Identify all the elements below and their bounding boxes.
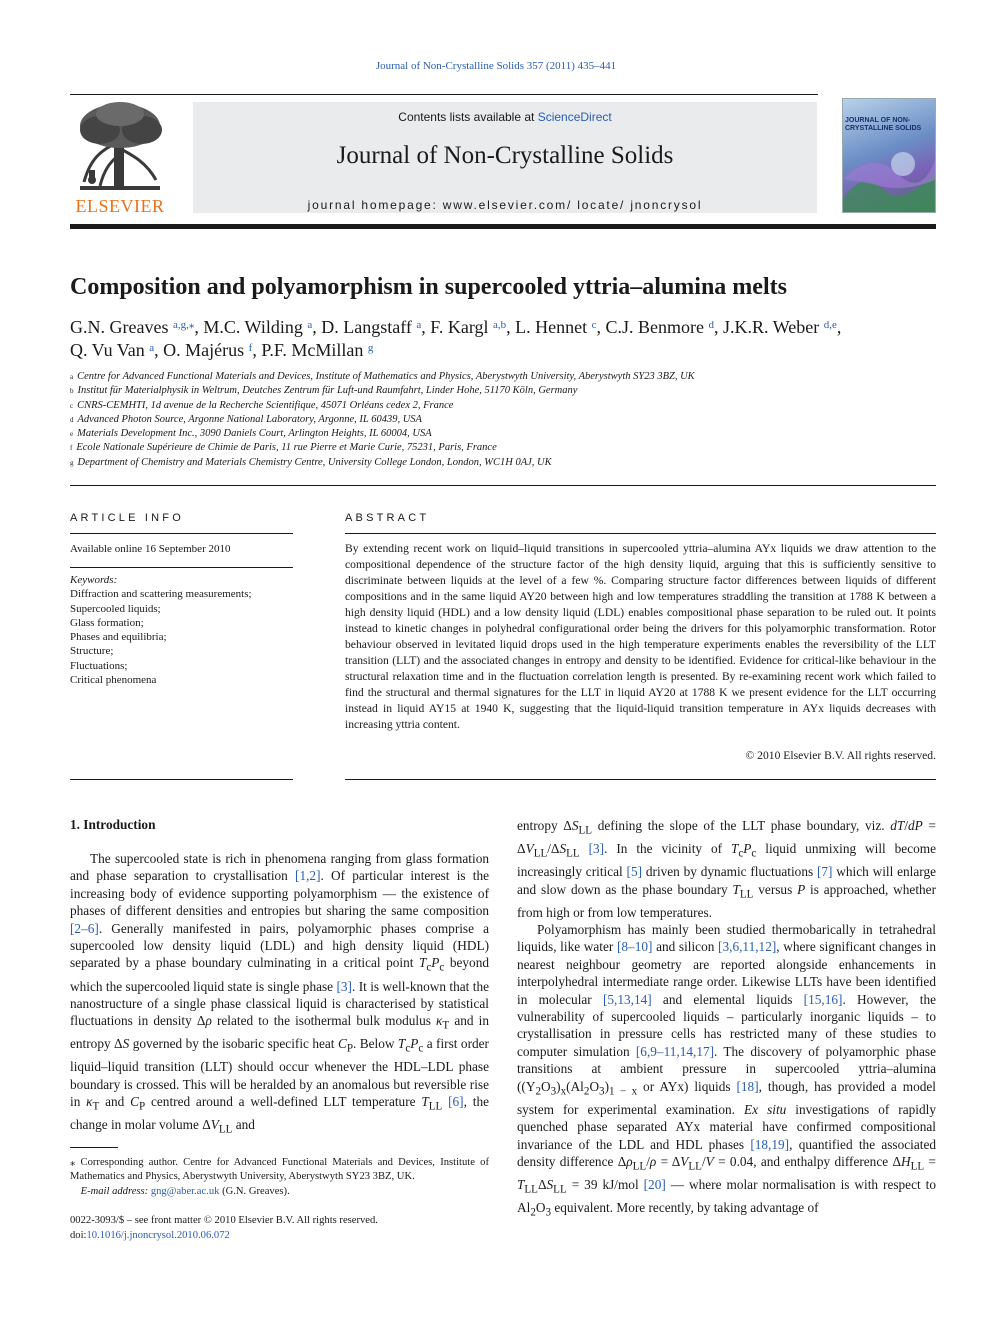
article-info-rule (70, 567, 293, 568)
author-affiliation-marker[interactable]: a (416, 319, 422, 331)
section-heading: 1. Introduction (70, 817, 156, 832)
keyword-item: Structure; (70, 645, 114, 658)
author-affiliation-marker[interactable]: a,g,⁎ (172, 319, 195, 331)
journal-title: Journal of Non-Crystalline Solids (336, 142, 674, 169)
keyword-item: Diffraction and scattering measurements; (70, 588, 252, 601)
body-paragraph: entropy $\Delta S_{LL}$ defining the slope of the LLT phase boundary, viz. $dT/dP = \Delta V_{LL}/\Delta S_{LL}$ [3]. In the vicinity of $T_cP_c$ liquid unmixing will become increasingly critical [5] driven by dynamic fluctuations [7] which will enlarge and slow down as the phase boundary $T_{LL}$ versus P is approached, whether from high or from low temperatures. (517, 818, 937, 920)
affiliation-text: Department of Chemistry and Materials Chemistry Centre, University College London, London, WC1H 0AJ, UK (77, 456, 552, 468)
citation-link[interactable]: [3] (336, 978, 352, 994)
affiliation-text: Advanced Photon Source, Argonne National Laboratory, Argonne, IL 60439, USA (77, 413, 422, 425)
author-affiliation-marker[interactable]: f (248, 342, 253, 354)
affiliation-item (70, 427, 936, 441)
affiliation-key: a (70, 373, 74, 381)
affiliation-key: f (70, 444, 73, 453)
keyword-item: Phases and equilibria; (70, 631, 167, 644)
affiliation-item (70, 456, 936, 470)
affiliation-item (70, 441, 936, 455)
author-affiliation-marker[interactable]: d,e (823, 319, 837, 331)
keyword-item: Glass formation; (70, 616, 144, 629)
citation-link[interactable]: [18] (736, 1078, 759, 1094)
keywords-block (70, 573, 293, 687)
keyword-list (70, 587, 293, 687)
author-separator: , (312, 317, 322, 337)
issn-line: 0022-3093/$ – see front matter © 2010 Elsevier B.V. All rights reserved. (70, 1215, 378, 1226)
abstract-copyright: © 2010 Elsevier B.V. All rights reserved. (745, 749, 936, 762)
author-list (70, 316, 936, 362)
contents-line: Contents lists available at ScienceDirect (398, 110, 612, 124)
citation-link[interactable]: [5] (626, 864, 643, 880)
abstract-rule (345, 533, 936, 534)
affiliation-item (70, 399, 936, 413)
corresponding-author-footnote (70, 1156, 489, 1199)
body-paragraph: The supercooled state is rich in phenomena ranging from glass formation and phase separation to crystallisation [1,2]. Of particular interest is the increasing body of evidence supporting polyamorphism — the existence of phases of different densities and entropies but sharing the same composition [2–6]. Generally manifested in pairs, polyamorphic phases comprise a supercooled low density liquid (LDL) and high density liquid (HDL) separated by a phase boundary culminating in a critical point $T_cP_c$ beyond which the supercooled liquid state is single phase [3]. It is well-known that the nanostructure of a single phase classical liquid is characterised by statistical fluctuations in density Δρ related to the isothermal bulk modulus $\kappa_T$ and in entropy ΔS governed by the isobaric specific heat $C_P$. Below $T_cP_c$ a first order liquid–liquid transition (LLT) should occur whenever the HDL–LDL phase boundary is crossed. This will be heralded by an anomalous but reversible rise in $\kappa_T$ and $C_P$ centred around a well-defined LLT temperature $T_{LL}$ [6], the change in molar volume $\Delta V_{LL}$ and (70, 851, 489, 1136)
bottom-metadata (70, 1213, 489, 1243)
journal-homepage[interactable]: journal homepage: www.elsevier.com/ locate/ jnoncrysol (307, 198, 703, 212)
author-affiliation-marker[interactable]: a (149, 342, 155, 354)
author-name: P.F. McMillan (261, 340, 364, 360)
author-separator: , (421, 317, 431, 337)
affiliation-key: d (70, 415, 74, 424)
citation-link[interactable]: [6] (448, 1094, 464, 1110)
affiliation-text: Materials Development Inc., 3090 Daniels Court, Arlington Heights, IL 60004, USA (77, 428, 432, 440)
author-affiliation-marker[interactable]: g (367, 342, 374, 354)
sciencedirect-link[interactable]: ScienceDirect (537, 110, 612, 124)
affiliation-item (70, 370, 936, 384)
body-column-right (517, 817, 936, 1222)
affiliation-text: Institut für Materialphysik in Weltrum, Deutches Zentrum für Luft-und Raumfahrt, Linder Hohe, 51170 Köln, Germany (77, 385, 578, 397)
abstract-heading: ABSTRACT (345, 512, 430, 524)
author-separator: , (252, 340, 262, 360)
author-name: D. Langstaff (321, 317, 412, 337)
author-affiliation-marker[interactable]: c (591, 319, 597, 331)
doi-link[interactable]: 10.1016/j.jnoncrysol.2010.06.072 (86, 1230, 230, 1241)
affiliation-key: b (70, 387, 74, 396)
email-link[interactable]: gng@aber.ac.uk (150, 1185, 220, 1197)
article-info-heading: ARTICLE INFO (70, 512, 184, 524)
journal-cover-thumbnail (842, 98, 936, 213)
affiliation-key: e (70, 430, 74, 439)
author-name: G.N. Greaves (70, 317, 169, 337)
author-separator: , (836, 317, 842, 337)
available-online: Available online 16 September 2010 (70, 543, 231, 555)
author-affiliation-marker[interactable]: a,b (493, 319, 507, 331)
body-column-left (70, 850, 489, 1139)
author-separator: , (714, 317, 724, 337)
affiliation-text: CNRS-CEMHTI, 1d avenue de la Recherche Scientifique, 45071 Orléans cedex 2, France (77, 399, 454, 411)
article-info-rule (70, 779, 293, 780)
author-separator: , (596, 317, 606, 337)
header-divider (70, 485, 936, 486)
abstract-text: By extending recent work on liquid–liquid transitions in supercooled yttria–alumina AYx liquids we draw attention to the compositional dependence of the structure factor of the high density liquid, arguing that this is sufficiently sensitive to discriminate between liquids at the level of a few %. Comparing structure factor differences between liquids of different compositions and in the same liquid AY20 between high and low temperatures straddling the transition at 1788 K between a high density liquid (HDL) and a low density liquid (LDL) enables compositional phase separation to be ruled out. It points instead to kinetic changes in polyhedral configurational order being the drivers for this polyamorphic transformation. Rotor behaviour observed in levitated liquid drops used in the high temperature experiments enables the reversibility of the LLT transition (LLT) and the associated changes in entropy and density to be identified. Evidence for critical-like behaviour in the structural relaxation time and in the fluctuation correlation length is presented. By re-examining recent work which failed to find the structural and thermal signatures for the LLT in liquid AY20 at 1788 K we present evidence for the LLT occurring instead in liquid AY15 at 1940 K, suggesting that the liquid-liquid transition temperature in AYx liquids decreases with increasing yttria content. (345, 542, 936, 731)
citation-link[interactable]: [3,6,11,12] (718, 939, 777, 955)
citation-link[interactable]: [18,19] (750, 1136, 790, 1152)
affiliation-list (70, 370, 936, 470)
email-line: E-mail address: gng@aber.ac.uk (G.N. Greaves). (80, 1185, 290, 1197)
journal-masthead (193, 102, 817, 213)
author-name: O. Majérus (163, 340, 245, 360)
author-name: M.C. Wilding (203, 317, 303, 337)
affiliation-text: Ecole Nationale Supérieure de Chimie de Paris, 11 rue Pierre et Marie Curie, 75231, Paris, France (76, 442, 497, 454)
affiliation-key: c (70, 401, 74, 410)
doi-line: doi:10.1016/j.jnoncrysol.2010.06.072 (70, 1230, 230, 1241)
journal-reference[interactable]: Journal of Non-Crystalline Solids 357 (2011) 435–441 (375, 60, 617, 72)
affiliation-item (70, 384, 936, 398)
abstract-rule (345, 779, 936, 780)
affiliation-text: Centre for Advanced Functional Materials and Devices, Institute of Mathematics and Physics, Aberystwyth University, Aberystwyth SY23 3BZ, UK (77, 371, 695, 382)
author-name: L. Hennet (515, 317, 588, 337)
citation-link[interactable]: [6,9–11,14,17] (635, 1043, 715, 1059)
publisher-name: ELSEVIER (75, 196, 165, 216)
keyword-item: Critical phenomena (70, 674, 157, 687)
affiliation-item (70, 413, 936, 427)
author-name: J.K.R. Weber (723, 317, 820, 337)
author-separator: , (154, 340, 164, 360)
affiliation-key: g (70, 458, 74, 467)
corresponding-author-text: ⁎ Corresponding author. Centre for Advanced Functional Materials and Devices, Institute of Mathematics and Physics, Aberystwyth University, Aberystwyth SY23 3BZ, UK. (70, 1157, 489, 1183)
author-affiliation-marker[interactable]: a (307, 319, 313, 331)
author-name: F. Kargl (430, 317, 489, 337)
keyword-item: Fluctuations; (70, 659, 128, 672)
author-affiliation-marker[interactable]: d (708, 319, 715, 331)
citation-link[interactable]: [20] (643, 1177, 666, 1192)
citation-link[interactable]: [5,13,14] (602, 991, 652, 1007)
author-name: C.J. Benmore (605, 317, 705, 337)
article-title: Composition and polyamorphism in supercooled yttria–alumina melts (70, 274, 787, 300)
cover-title: JOURNAL OF NON-CRYSTALLINE SOLIDS (845, 117, 922, 132)
author-name: Q. Vu Van (70, 340, 145, 360)
citation-link[interactable]: [1,2] (295, 868, 321, 884)
citation-link[interactable]: [8–10] (616, 939, 653, 955)
article-info-rule (70, 533, 293, 534)
keyword-item: Supercooled liquids; (70, 602, 161, 615)
citation-link[interactable]: [15,16] (803, 991, 843, 1007)
keywords-label: Keywords: (70, 574, 118, 586)
citation-link[interactable]: [3] (588, 841, 605, 857)
masthead-rule (70, 224, 936, 229)
footnote-rule (70, 1147, 118, 1148)
body-paragraph: Polyamorphism has mainly been studied thermobarically in tetrahedral liquids, like water [8–10] and silicon [3,6,11,12], where significant changes in nearest neighbour geometry are reported alongside enhancements in interpolyhedral intermediate range order. Likewise LLTs have been identified in molecular [5,13,14] and elemental liquids [15,16]. However, the vulnerability of supercooled liquids – particularly inorganic liquids – to crystallisation in pressure cells has restricted many of these studies to computer simulation [6,9–11,14,17]. The discovery of polyamorphic phase transitions at ambient pressure in supercooled yttria–alumina ($(Y_2O_3)_x(Al_2O_3)_{1 - x}$ or AYx) liquids [18], though, has provided a model system for experimental examination. Ex situ investigations of rapidly quenched phase separated AYx material have confirmed compositional invariance of the LDL and HDL phases [18,19], quantified the associated density difference $\Delta\rho_{LL}/\rho = \Delta V_{LL}/V = 0.04$, and enthalpy difference $\Delta H_{LL} = T_{LL}\Delta S_{LL} = 39$ kJ/mol [20] — where molar normalisation is with respect to $Al_2O_3$ equivalent. More recently, by taking advantage of (517, 922, 937, 1219)
citation-link[interactable]: [2–6] (70, 920, 99, 936)
top-divider (70, 94, 818, 95)
author-separator: , (194, 317, 204, 337)
author-separator: , (506, 317, 516, 337)
citation-link[interactable]: [7] (816, 864, 833, 880)
